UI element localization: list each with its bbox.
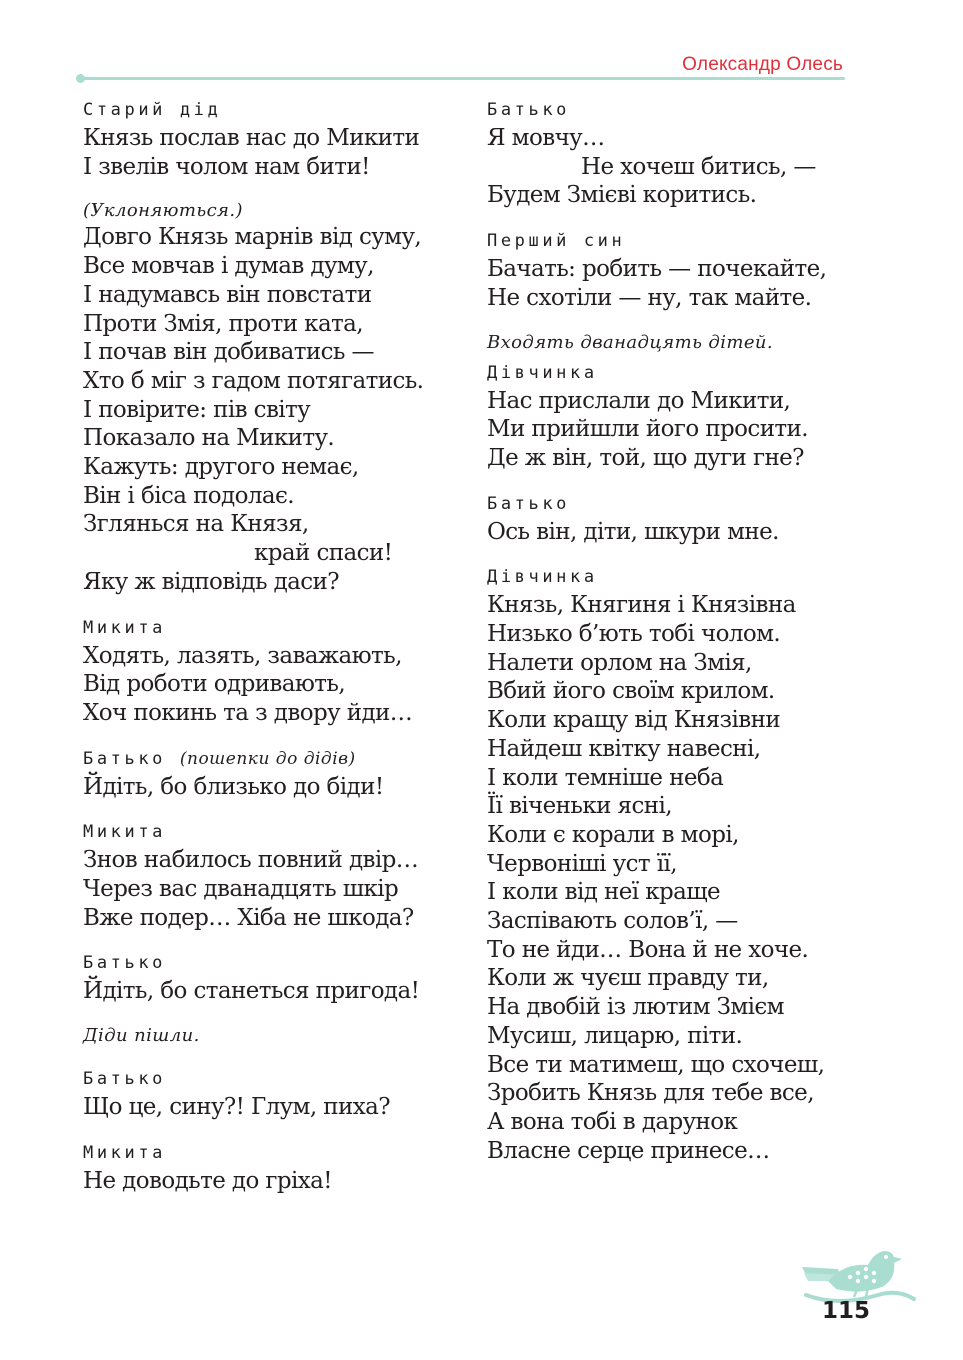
left-column [83,98,463,1196]
speaker-name [83,951,463,975]
speaker-name [487,361,857,385]
verse-line: Налети орлом на Змія, [487,649,752,676]
verse-line: А вона тобі в дарунок [487,1108,738,1135]
stage-direction: (Уклоняються.) [83,200,243,222]
verse-line: І звелів чолом нам бити! [83,153,370,180]
stage-direction: Входять дванадцять дітей. [487,331,774,353]
verse-line: Її віченьки ясні, [487,793,672,820]
stage-direction: Діди пішли. [83,1025,200,1047]
verse-line: Не хочеш битись, — [581,153,816,180]
verse-line: Проти Змія, проти ката, [83,310,364,337]
verse-line: Йдіть, бо близько до біди! [83,773,384,800]
verse-block [83,846,463,932]
verse-line: То не йди… Вона й не хоче. [487,936,809,963]
verse-line: І коли темніше неба [487,764,724,791]
speaker-label: Перший син [487,231,626,252]
verse-block [83,1093,463,1122]
speaker-name [83,747,463,771]
verse-line: Я мовчу… [487,125,605,151]
verse-line: І почав він добиватись — [83,339,374,366]
header-author: Олександр Олесь [682,54,843,75]
verse-line: Кажуть: другого немає, [83,454,359,481]
verse-line: Показало на Микиту. [83,425,335,452]
verse-line: Нас прислали до Микити, [487,387,791,414]
speaker-name [487,98,857,122]
speaker-label: Батько [83,748,167,769]
speaker-name [83,616,463,640]
verse-line: Яку ж відповідь даси? [83,568,340,595]
speaker-label: Дівчинка [487,362,598,383]
verse-block [487,591,857,1165]
verse-block [487,518,857,547]
verse-line: Від роботи одривають, [83,671,346,698]
verse-line: Довго Князь марнів від суму, [83,224,422,251]
verse-block [487,387,857,473]
stage-note: (пошепки до дідів) [179,748,356,769]
verse-line: Через вас дванадцять шкір [83,876,399,903]
header-rule [80,77,845,80]
verse-line: Найдеш квітку навесні, [487,735,761,762]
verse-line: Хто б міг з гадом потягатись. [83,367,424,394]
speaker-name [83,1067,463,1091]
verse-line: Власне серце принесе… [487,1137,770,1164]
speaker-label: Дівчинка [487,567,598,588]
verse-line: Коли кращу від Князівни [487,707,781,734]
verse-line: Будем Змієві коритись. [487,182,757,209]
speaker-label: Батько [83,1069,167,1090]
verse-line: Він і біса подолає. [83,482,294,509]
right-column [487,98,857,1165]
verse-block [83,223,463,596]
verse-line: І повірите: пів світу [83,396,311,423]
verse-line: Все ти матимеш, що схочеш, [487,1051,825,1078]
verse-line: Коли є корали в морі, [487,821,739,848]
verse-line: Знов набилось повний двір… [83,847,419,874]
speaker-name [487,229,857,253]
verse-line: Мусиш, лицарю, піти. [487,1022,743,1049]
verse-line: Зглянься на Князя, [83,511,309,538]
speaker-name [83,820,463,844]
verse-line: Хоч покинь та з двору йди… [83,699,413,726]
verse-block [83,773,463,802]
page-number: 115 [822,1298,871,1324]
verse-line: Вже подер… Хіба не шкода? [83,904,414,931]
verse-line: Де ж він, той, що дуги гне? [487,444,804,471]
verse-line: Ходять, лазять, заважають, [83,642,402,669]
speaker-label: Батько [83,953,167,974]
verse-line: Бачать: робить — почекайте, [487,256,827,283]
verse-line: Не схотіли — ну, так майте. [487,284,812,311]
verse-block [83,977,463,1006]
verse-block [487,124,857,210]
verse-block [83,642,463,728]
verse-line: На двобій із лютим Змієм [487,994,784,1021]
verse-line: Зробить Князь для тебе все, [487,1080,814,1107]
verse-line: Ось він, діти, шкури мне. [487,518,779,545]
speaker-label: Старий дід [83,100,222,120]
verse-line: Що це, сину?! Глум, пиха? [83,1094,390,1121]
speaker-name [83,98,463,122]
verse-line: Все мовчав і думав думу, [83,253,374,280]
verse-line: Низько б’ють тобі чолом. [487,621,781,648]
verse-line: Коли ж чуєш правду ти, [487,965,769,992]
speaker-label: Микита [83,822,167,843]
speaker-name [487,565,857,589]
speaker-name [487,492,857,516]
verse-line: Вбий його своїм крилом. [487,678,775,705]
speaker-label: Микита [83,617,167,638]
verse-line: І коли від неї краще [487,879,721,906]
speaker-name [83,1141,463,1165]
verse-line: І надумавсь він повстати [83,281,372,308]
verse-line: Червоніші уст її, [487,850,677,877]
verse-line: Ми прийшли його просити. [487,416,808,443]
verse-block [83,1167,463,1196]
verse-line: край спаси! [254,540,393,567]
verse-line: Князь послав нас до Микити [83,125,420,151]
speaker-label: Батько [487,100,571,120]
verse-block [83,124,463,181]
verse-line: Князь, Княгиня і Князівна [487,592,796,619]
verse-block [487,255,857,312]
verse-line: Заспівають солов’ї, — [487,908,738,935]
verse-line: Не доводьте до гріха! [83,1167,332,1194]
speaker-label: Батько [487,493,571,514]
verse-line: Йдіть, бо станеться пригода! [83,978,420,1005]
speaker-label: Микита [83,1142,167,1163]
